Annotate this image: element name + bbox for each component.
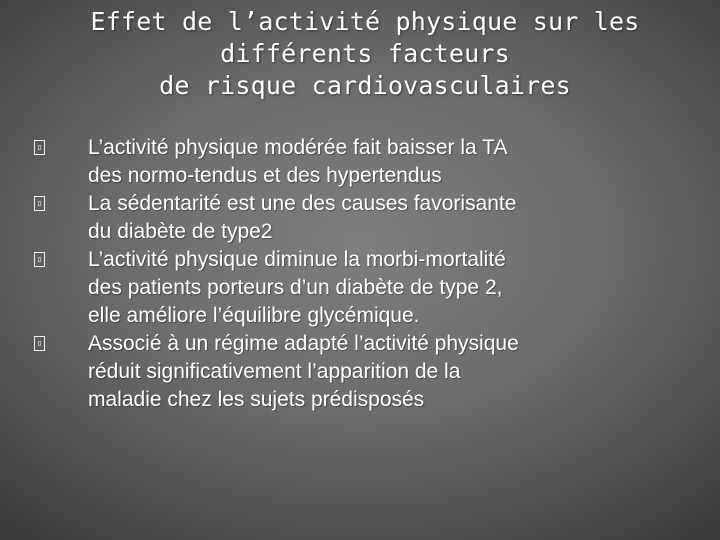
bullet-text: elle améliore l’équilibre glycémique. [88,304,420,327]
bullet-text: réduit significativement l’apparition de la [88,360,461,383]
bullet-item [34,190,694,246]
bullet-text: L’activité physique diminue la morbi-mortalité [88,248,506,271]
square-bullet-icon [34,336,45,351]
bullet-text: La sédentarité est une des causes favorisante [88,192,517,215]
bullet-text: des patients porteurs d’un diabète de type 2, [88,276,503,299]
bullet-text: Associé à un régime adapté l’activité physique [88,332,519,355]
title-line: de risque cardiovasculaires [159,71,571,100]
title-line: Effet de l’activité physique sur les [90,7,640,36]
square-bullet-icon [34,140,45,155]
bullet-text: des normo-tendus et des hypertendus [88,164,442,187]
bullet-item [34,134,694,190]
slide-title [60,6,670,102]
bullet-item [34,330,694,414]
bullet-text: maladie chez les sujets prédisposés [88,388,425,411]
title-line: différents facteurs [220,39,510,68]
square-bullet-icon [34,252,45,267]
square-bullet-icon [34,196,45,211]
bullet-list [34,134,694,414]
bullet-text: du diabète de type2 [88,220,273,243]
bullet-item [34,246,694,330]
bullet-text: L’activité physique modérée fait baisser la TA [88,136,508,159]
